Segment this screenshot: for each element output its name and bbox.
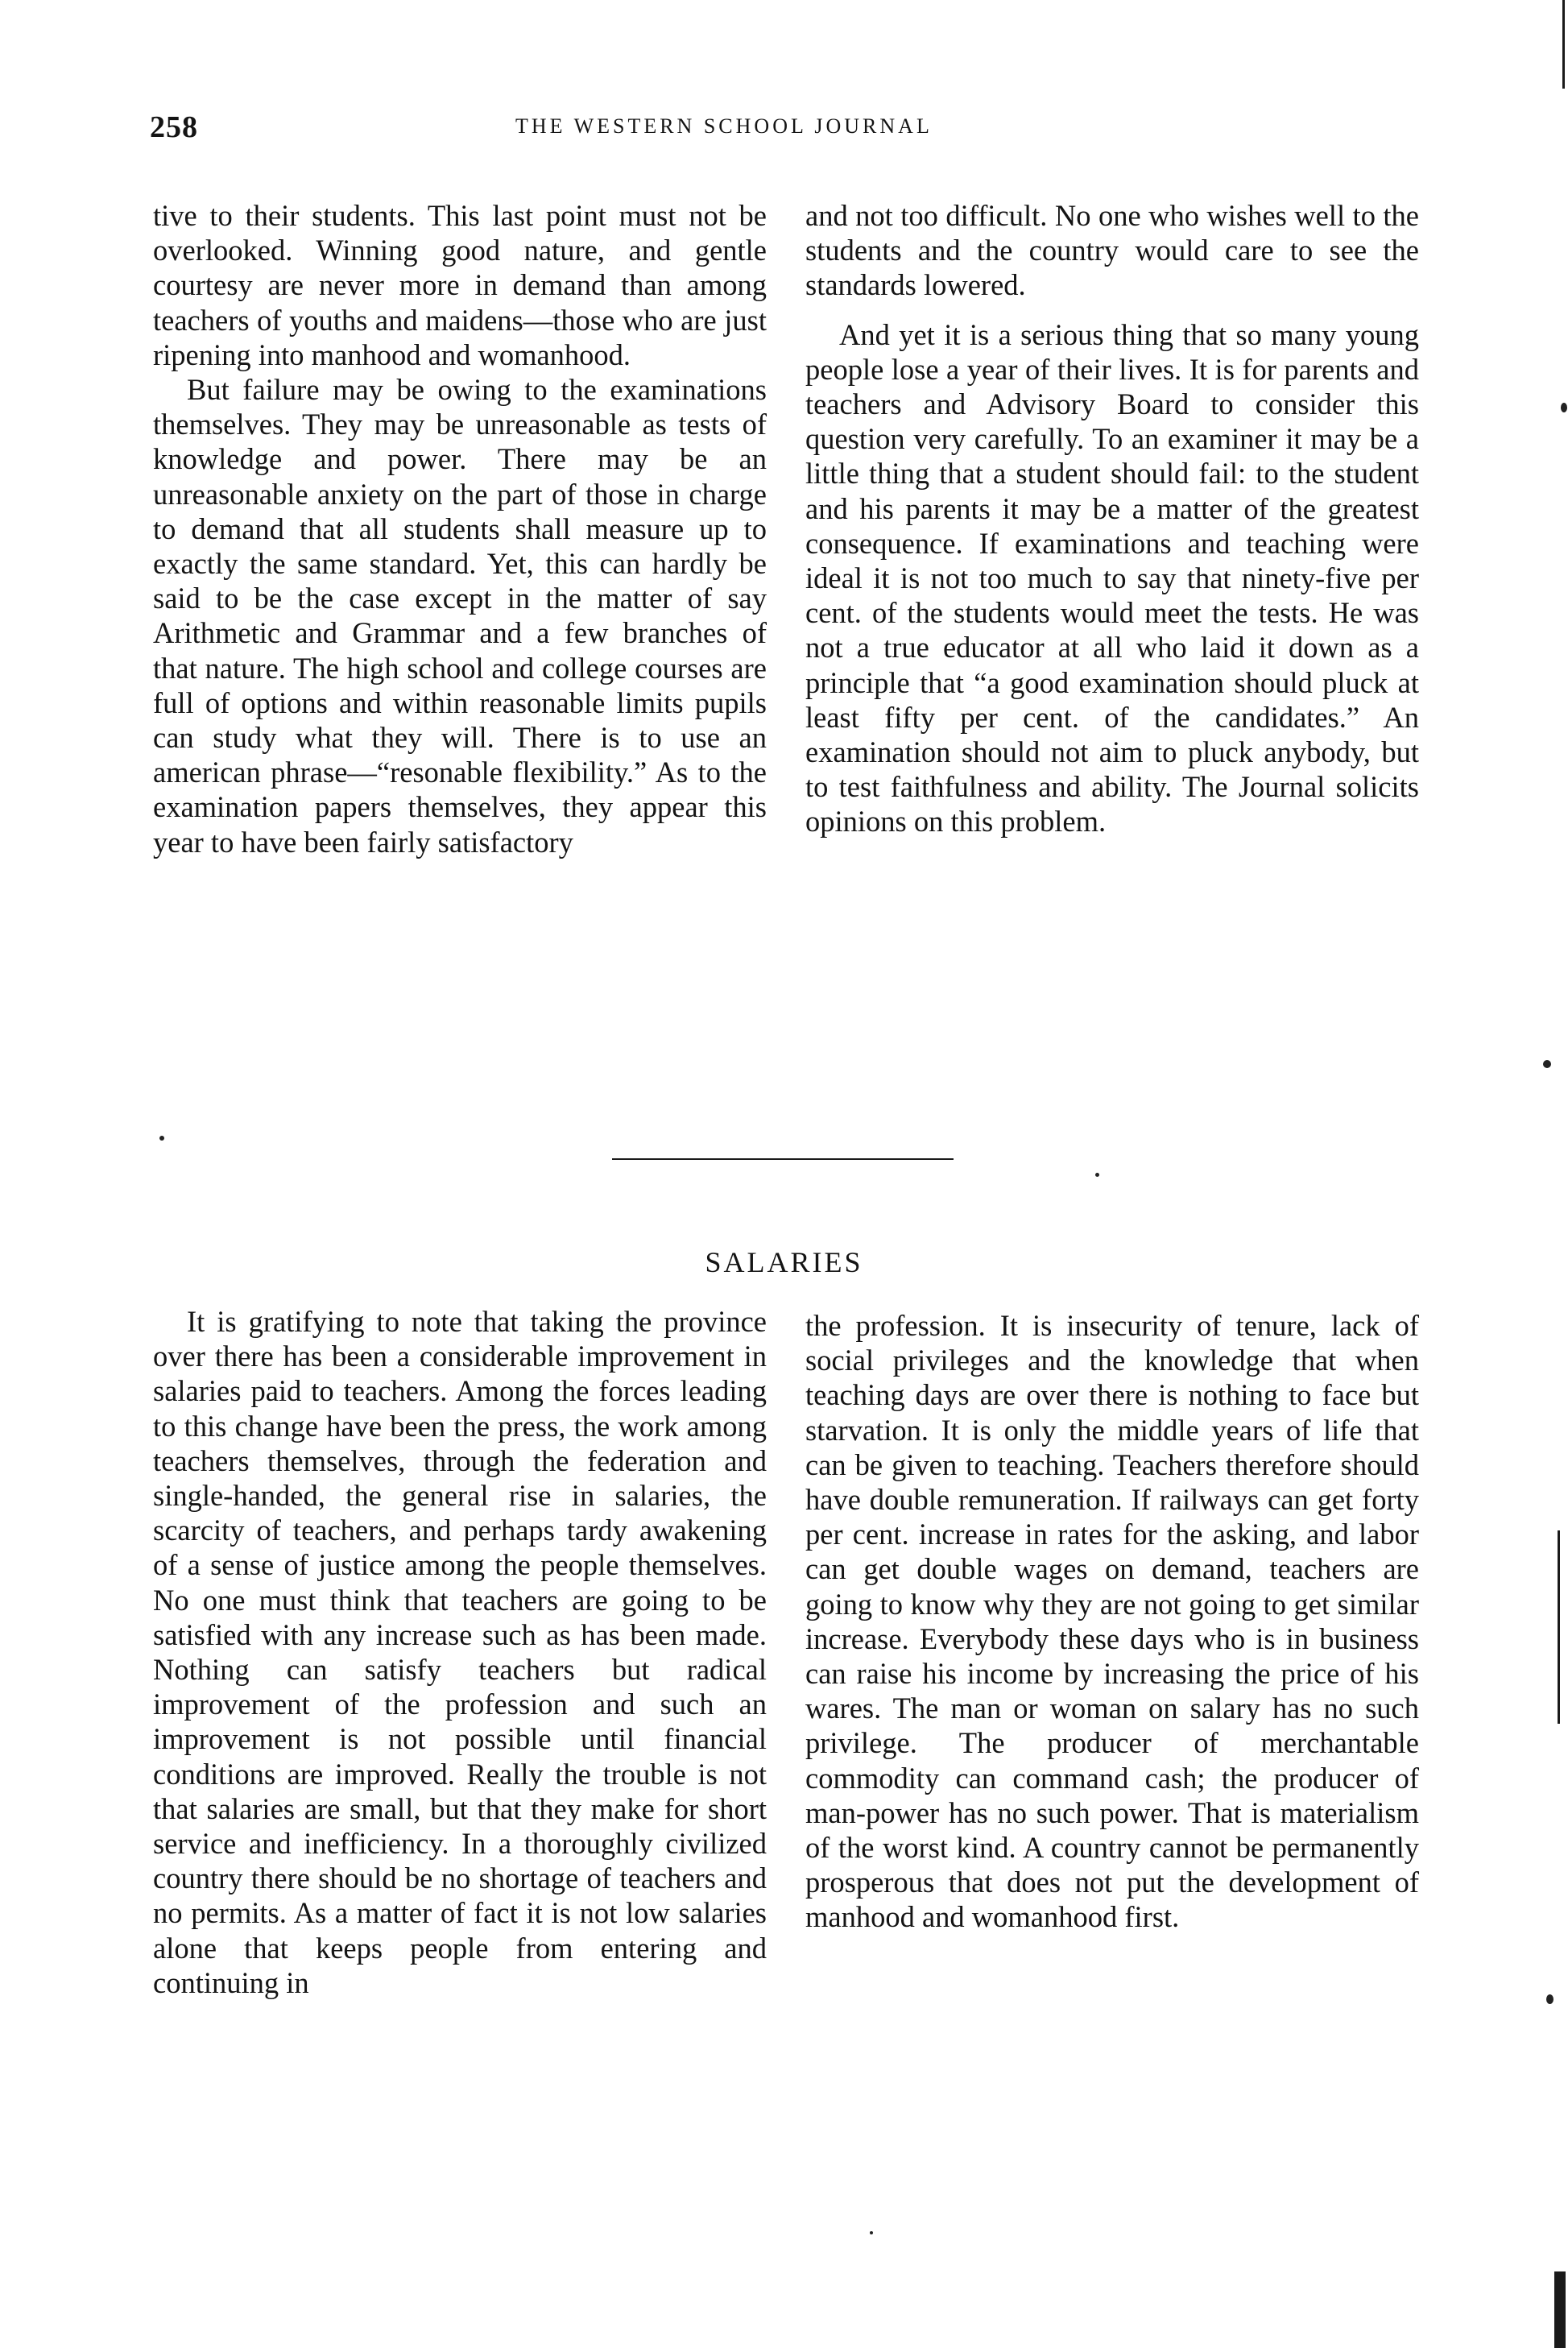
salaries-left-column [153, 1304, 767, 2000]
scan-speck [1543, 1060, 1551, 1068]
top-left-column [153, 198, 767, 859]
paragraph-continuation: tive to their students. This last point must not be overlooked. Winning good nature, and gentle courtesy are never more in demand than among teachers of youths and maidens—those who are just ripening into manhood and womanhood. [153, 199, 767, 371]
paragraph-salaries-insecurity: the profession. It is insecurity of tenure, lack of social privileges and the knowledge that when teaching days are over there is nothing to face but starvation. It is only the middle years of life that can be given to teaching. Teachers therefore should have double remuneration. If railways can get forty per cent. increase in rates for the asking, and labor can get double wages on demand, teachers are going to know why they are not going to get similar increase. Everybody these days who is in business can raise his income by increasing the price of his wares. The man or woman on salary has no such privilege. The producer of merchantable commodity can command cash; the producer of man-power has no such power. That is materialism of the worst kind. A country cannot be permanently prosperous that does not put the development of manhood and womanhood first. [805, 1309, 1419, 1934]
salaries-right-column [805, 1308, 1419, 1935]
page-number: 258 [150, 110, 198, 144]
scan-speck [1561, 403, 1567, 412]
paragraph-standards: and not too difficult. No one who wishes well to the students and the country would care to see the standards lowered. [805, 199, 1419, 302]
scan-edge-mark [1554, 2271, 1566, 2348]
section-title-salaries: SALARIES [705, 1246, 863, 1278]
scan-edge-mark [1558, 1530, 1560, 1724]
running-head: THE WESTERN SCHOOL JOURNAL [515, 114, 933, 138]
section-divider [612, 1158, 954, 1160]
scan-edge-mark [1562, 0, 1565, 89]
scan-speck [870, 2231, 873, 2234]
top-right-column [805, 198, 1419, 839]
scan-speck [159, 1136, 164, 1141]
paragraph-salaries-improvement: It is gratifying to note that taking the province over there has been a considerable improvement in salaries paid to teachers. Among the forces leading to this change have been the press, the work among teachers themselves, through the federation and single-handed, the general rise in salaries, the scarcity of teachers, and perhaps tardy awakening of a sense of justice among the people themselves. No one must think that teachers are going to be satisfied with any increase such as has been made. Nothing can satisfy teachers but radical improvement of the profession and such an improvement is not possible until financial conditions are improved. Really the trouble is not that salaries are small, but that they make for short service and inefficiency. In a thoroughly civilized country there should be no shortage of teachers and no permits. As a matter of fact it is not low salaries alone that keeps people from entering and continuing in [153, 1305, 767, 1999]
scan-speck [1546, 1994, 1554, 2004]
scan-speck [1095, 1173, 1099, 1177]
paragraph-failure-examinations: But failure may be owing to the examinations themselves. They may be unreasonable as tests of knowledge and power. There may be an unreasonable anxiety on the part of those in charge to demand that all students shall measure up to exactly the same standard. Yet, this can hardly be said to be the case except in the matter of say Arithmetic and Grammar and a few branches of that nature. The high school and college courses are full of options and within reasonable limits pupils can study what they will. There is to use an american phrase—“resonable flexibility.” As to the examination papers themselves, they appear this year to have been fairly satisfactory [153, 373, 767, 859]
paragraph-serious-thing: And yet it is a serious thing that so many young people lose a year of their lives. It is for parents and teachers and Advisory Board to consider this question very carefully. To an examiner it may be a little thing that a student should fail: to the student and his parents it may be a matter of the greatest consequence. If examinations and teaching were ideal it is not too much to say that ninety-five per cent. of the students would meet the tests. He was not a true educator at all who laid it down as a principle that “a good examination should pluck at least fifty per cent. of the candidates.” An examination should not aim to pluck anybody, but to test faithfulness and ability. The Journal solicits opinions on this problem. [805, 317, 1419, 839]
